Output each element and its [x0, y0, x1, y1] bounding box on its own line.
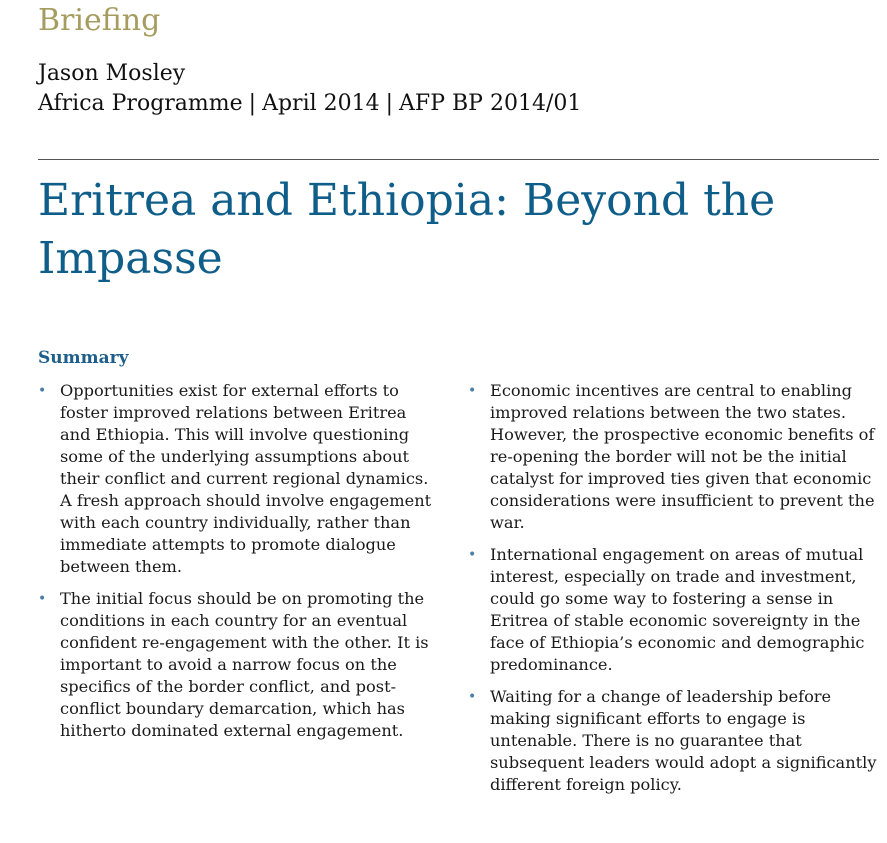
summary-heading: Summary: [38, 348, 129, 368]
programme-name: Africa Programme: [38, 91, 243, 116]
header-divider: [38, 159, 879, 160]
summary-item-text: Opportunities exist for external efforts to foster improved relations between Eritrea and Ethiopia. This will involve questioning some of the underlying assumptions about their conflict and current regional dynamics. A fresh approach should involve engagement with each country individually, rather than immediate attempts to promote dialogue between them.: [60, 381, 432, 576]
publication-meta: [38, 89, 581, 119]
summary-item-text: Economic incentives are central to enabling improved relations between the two states. However, the prospective economic benefits of re-opening the border will not be the initial catalyst for improved ties given that economic considerations were insufficient to prevent the war.: [490, 381, 875, 532]
bullet-icon: •: [468, 689, 477, 705]
summary-list-right: [468, 380, 880, 806]
meta-separator: |: [248, 91, 257, 116]
summary-item-text: Waiting for a change of leadership before making significant efforts to engage is untenable. There is no guarantee that subsequent leaders would adopt a significantly different foreign policy.: [490, 687, 877, 794]
document-title: Eritrea and Ethiopia: Beyond the Impasse: [38, 175, 776, 284]
summary-item: [468, 544, 880, 676]
bullet-icon: •: [468, 383, 477, 399]
bullet-icon: •: [468, 547, 477, 563]
bullet-icon: •: [38, 591, 47, 607]
summary-item-text: International engagement on areas of mutual interest, especially on trade and investment, could go some way to fostering a sense in Eritrea of stable economic sovereignty in the face of Ethiopia’s economic and demographic predominance.: [490, 545, 865, 674]
document-type-label: Briefing: [38, 3, 161, 38]
publication-date: April 2014: [262, 91, 380, 116]
summary-item: [38, 588, 438, 742]
summary-item: [468, 380, 880, 534]
paper-code: AFP BP 2014/01: [399, 91, 582, 116]
summary-item: [38, 380, 438, 578]
meta-separator: |: [385, 91, 394, 116]
summary-item-text: The initial focus should be on promoting the conditions in each country for an eventual confident re-engagement with the other. It is important to avoid a narrow focus on the specifics of the border conflict, and post-conflict boundary demarcation, which has hitherto dominated external engagement.: [60, 589, 429, 740]
summary-list-left: [38, 380, 438, 752]
bullet-icon: •: [38, 383, 47, 399]
author-name: Jason Mosley: [38, 61, 186, 86]
summary-item: [468, 686, 880, 796]
